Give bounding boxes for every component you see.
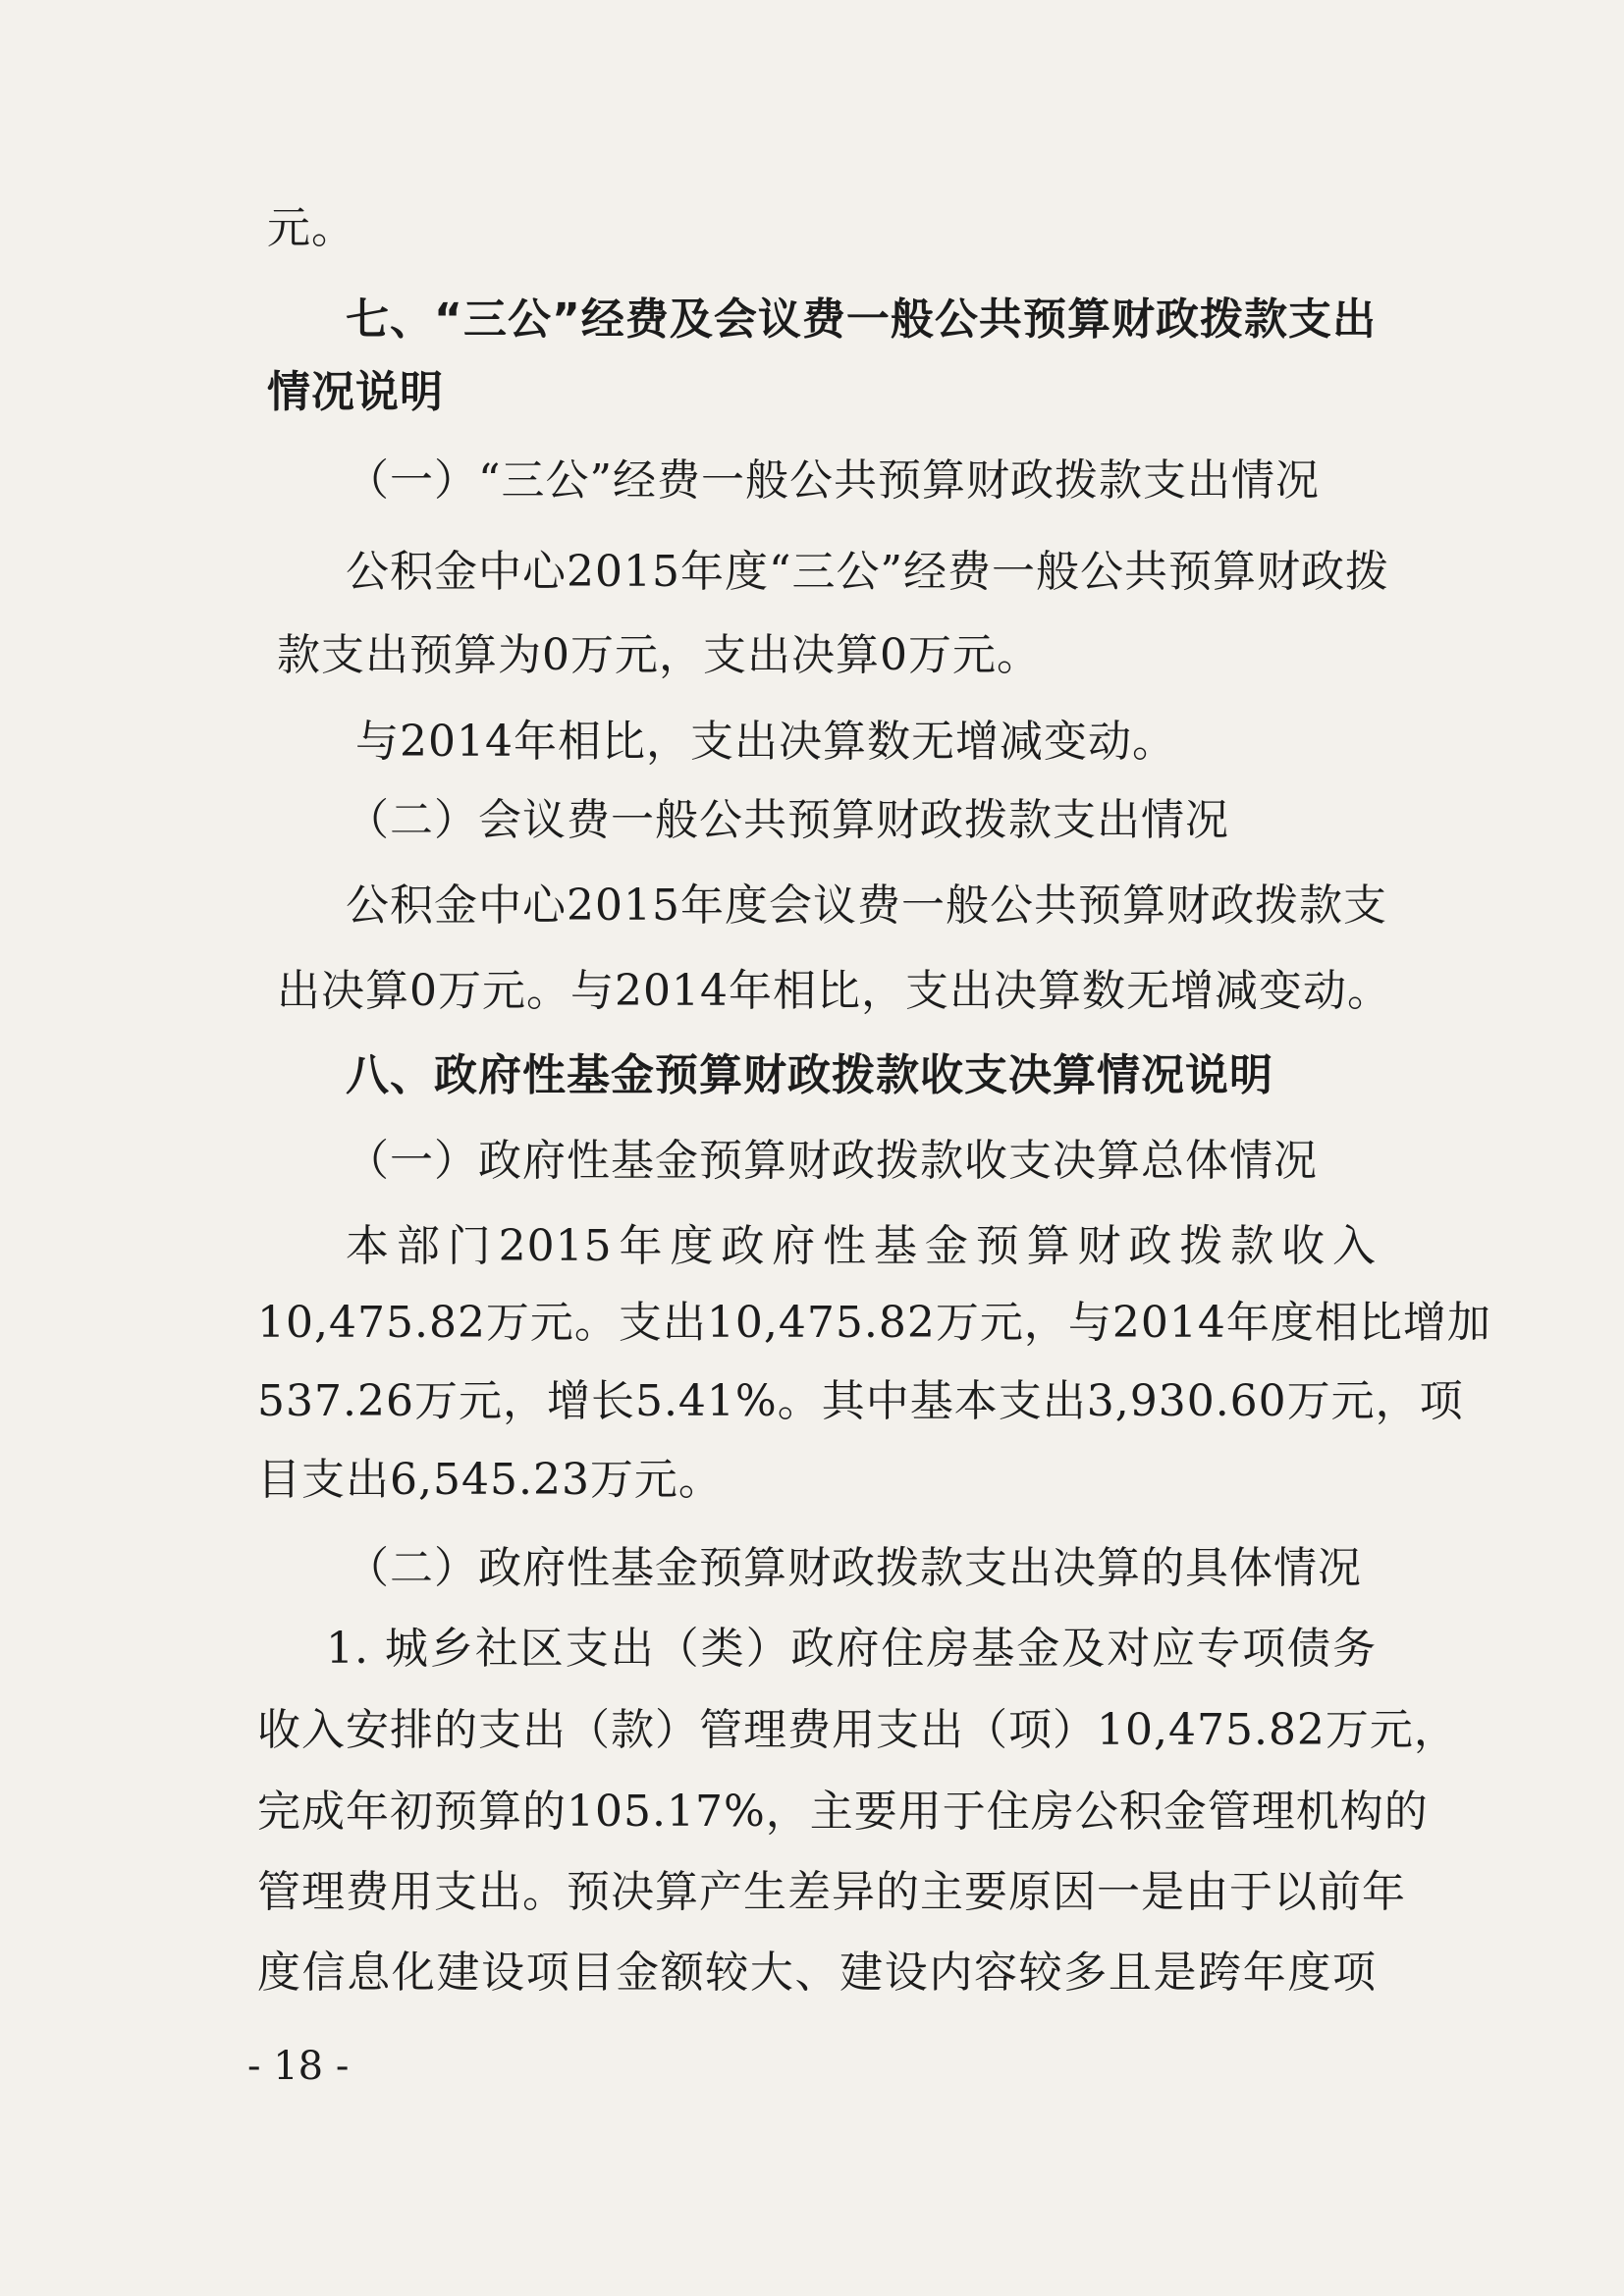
section-heading-8: 八、政府性基金预算财政拨款收支决算情况说明 — [346, 1050, 1273, 1100]
paragraph-line: 收入安排的支出（款）管理费用支出（项）10,475.82万元， — [257, 1705, 1458, 1755]
paragraph-line: 管理费用支出。预决算产生差异的主要原因一是由于以前年 — [257, 1867, 1406, 1917]
paragraph-line: 出决算0万元。与2014年相比，支出决算数无增减变动。 — [277, 966, 1391, 1016]
paragraph-line: 1. 城乡社区支出（类）政府住房基金及对应专项债务 — [326, 1624, 1377, 1674]
paragraph-line: 10,475.82万元。支出10,475.82万元，与2014年度相比增加 — [257, 1298, 1491, 1348]
subheading-7-2: （二）会议费一般公共预算财政拨款支出情况 — [346, 795, 1229, 845]
paragraph-line: 537.26万元，增长5.41%。其中基本支出3,930.60万元，项 — [257, 1376, 1464, 1426]
section-heading-7-cont: 情况说明 — [267, 367, 444, 417]
paragraph-line: 本部门2015年度政府性基金预算财政拨款收入 — [346, 1221, 1377, 1271]
paragraph-line: 公积金中心2015年度会议费一般公共预算财政拨款支 — [346, 881, 1387, 931]
paragraph-line: 目支出6,545.23万元。 — [257, 1455, 723, 1505]
section-heading-7: 七、“三公”经费及会议费一般公共预算财政拨款支出 — [346, 294, 1377, 345]
page-number: - 18 - — [247, 2044, 350, 2089]
subheading-8-2: （二）政府性基金预算财政拨款支出决算的具体情况 — [346, 1543, 1362, 1593]
subheading-7-1: （一）“三公”经费一般公共预算财政拨款支出情况 — [346, 455, 1320, 506]
paragraph-line: 款支出预算为0万元，支出决算0万元。 — [277, 630, 1041, 680]
paragraph-line: 完成年初预算的105.17%，主要用于住房公积金管理机构的 — [257, 1787, 1429, 1837]
paragraph-line: 公积金中心2015年度“三公”经费一般公共预算财政拨 — [346, 547, 1389, 597]
subheading-8-1: （一）政府性基金预算财政拨款收支决算总体情况 — [346, 1136, 1318, 1186]
text-line-1: 元。 — [267, 203, 355, 253]
paragraph-line: 与2014年相比，支出决算数无增减变动。 — [355, 717, 1176, 767]
paragraph-line: 度信息化建设项目金额较大、建设内容较多且是跨年度项 — [257, 1948, 1377, 1998]
